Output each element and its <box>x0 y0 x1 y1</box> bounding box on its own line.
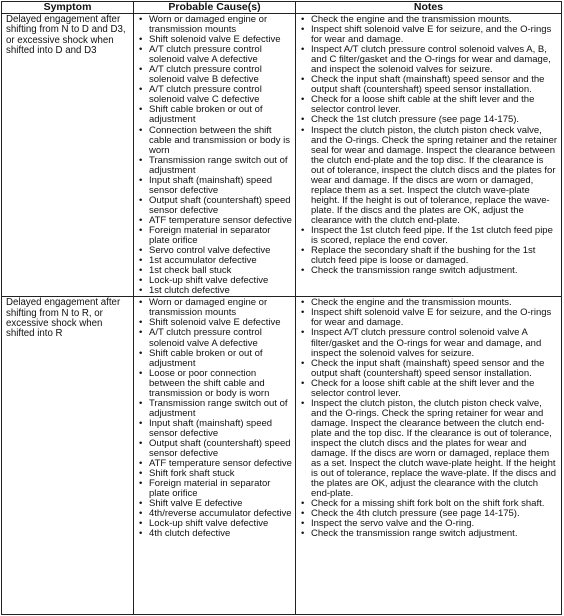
probable-cause-item: • Servo control valve defective <box>138 246 292 256</box>
probable-cause-item: • Shift fork shaft stuck <box>138 469 292 479</box>
probable-cause-cell <box>134 14 296 297</box>
probable-cause-list <box>138 15 292 296</box>
note-item: • Check for a missing shift fork bolt on the shift fork shaft. <box>300 499 558 509</box>
probable-cause-item: • Input shaft (mainshaft) speed sensor defective <box>138 176 292 196</box>
probable-cause-item: • A/T clutch pressure control solenoid valve B defective <box>138 65 292 85</box>
probable-cause-item: • Worn or damaged engine or transmission mounts <box>138 15 292 35</box>
probable-cause-item: • Transmission range switch out of adjustment <box>138 156 292 176</box>
probable-cause-item: • ATF temperature sensor defective <box>138 216 292 226</box>
probable-cause-item: • Input shaft (mainshaft) speed sensor defective <box>138 419 292 439</box>
note-item: • Check the transmission range switch adjustment. <box>300 529 558 539</box>
probable-cause-item: • Lock-up shift valve defective <box>138 276 292 286</box>
note-item: • Check the 1st clutch pressure (see page 14-175). <box>300 115 558 125</box>
header-row <box>2 2 562 14</box>
note-item: • Check the 4th clutch pressure (see page 14-175). <box>300 509 558 519</box>
probable-cause-item: • Shift valve E defective <box>138 499 292 509</box>
note-cell <box>296 14 562 297</box>
probable-cause-item: • ATF temperature sensor defective <box>138 459 292 469</box>
note-cell <box>296 297 562 615</box>
probable-cause-item: • Shift solenoid valve E defective <box>138 318 292 328</box>
note-item: • Inspect shift solenoid valve E for seizure, and the O-rings for wear and damage. <box>300 25 558 45</box>
note-item: • Check the transmission range switch adjustment. <box>300 266 558 276</box>
note-item: • Inspect the 1st clutch feed pipe. If the 1st clutch feed pipe is scored, replace the end cover. <box>300 226 558 246</box>
probable-cause-item: • 1st check ball stuck <box>138 266 292 276</box>
probable-cause-item: • Output shaft (countershaft) speed sensor defective <box>138 196 292 216</box>
probable-cause-item: • Foreign material in separator plate orifice <box>138 479 292 499</box>
probable-cause-item: • 4th clutch defective <box>138 529 292 539</box>
note-item: • Replace the secondary shaft if the bushing for the 1st clutch feed pipe is loose or damaged. <box>300 246 558 266</box>
probable-cause-item: • A/T clutch pressure control solenoid valve C defective <box>138 85 292 105</box>
note-item: • Inspect shift solenoid valve E for seizure, and the O-rings for wear and damage. <box>300 308 558 328</box>
probable-cause-item: • Lock-up shift valve defective <box>138 519 292 529</box>
probable-cause-item: • Transmission range switch out of adjustment <box>138 399 292 419</box>
note-list <box>300 298 558 539</box>
probable-cause-item: • 4th/reverse accumulator defective <box>138 509 292 519</box>
note-item: • Check the input shaft (mainshaft) speed sensor and the output shaft (countershaft) speed sensor installation. <box>300 359 558 379</box>
note-item: • Check for a loose shift cable at the shift lever and the selector control lever. <box>300 95 558 115</box>
probable-cause-item: • Shift cable broken or out of adjustment <box>138 105 292 125</box>
probable-cause-item: • Foreign material in separator plate orifice <box>138 226 292 246</box>
probable-cause-item: • Worn or damaged engine or transmission mounts <box>138 298 292 318</box>
header-symptom: Symptom <box>2 2 134 14</box>
header-probable-causes: Probable Cause(s) <box>134 2 296 14</box>
header-notes: Notes <box>296 2 562 14</box>
note-item: • Check the engine and the transmission mounts. <box>300 15 558 25</box>
note-item: • Inspect the clutch piston, the clutch piston check valve, and the O-rings. Check the spring retainer and the retainer seal for wear and damage. Inspect the clearance between the clutch end-plate and the top disc. If the clearance is out of tolerance, inspect the clutch discs and the plates for wear and damage. If the discs are worn or damaged, replace them as a set. Inspect the clutch wave-plate height. If the height is out of tolerance, replace the wave-plate. If the discs and the plates are OK, adjust the clearance with the clutch end-plate. <box>300 126 558 226</box>
symptom-cell: Delayed engagement after shifting from N to D and D3, or excessive shock when shifted into D and D3 <box>2 14 134 297</box>
note-item: • Inspect A/T clutch pressure control solenoid valve A filter/gasket and the O-rings for wear and damage, and inspect the solenoid valves for seizure. <box>300 328 558 358</box>
note-item: • Check for a loose shift cable at the shift lever and the selector control lever. <box>300 379 558 399</box>
probable-cause-item: • A/T clutch pressure control solenoid valve A defective <box>138 328 292 348</box>
probable-cause-cell <box>134 297 296 615</box>
probable-cause-item: • Loose or poor connection between the shift cable and transmission or body is worn <box>138 369 292 399</box>
probable-cause-item: • Connection between the shift cable and transmission or body is worn <box>138 126 292 156</box>
probable-cause-item: • 1st accumulator defective <box>138 256 292 266</box>
symptom-cell: Delayed engagement after shifting from N to R, or excessive shock when shifted into R <box>2 297 134 615</box>
probable-cause-item: • Shift solenoid valve E defective <box>138 35 292 45</box>
note-list <box>300 15 558 276</box>
probable-cause-item: • A/T clutch pressure control solenoid valve A defective <box>138 45 292 65</box>
table-row <box>2 14 562 297</box>
troubleshooting-table <box>1 1 562 615</box>
probable-cause-item: • Output shaft (countershaft) speed sensor defective <box>138 439 292 459</box>
note-item: • Check the input shaft (mainshaft) speed sensor and the output shaft (countershaft) speed sensor installation. <box>300 75 558 95</box>
note-item: • Inspect the servo valve and the O-ring. <box>300 519 558 529</box>
probable-cause-item: • Shift cable broken or out of adjustment <box>138 349 292 369</box>
probable-cause-list <box>138 298 292 539</box>
note-item: • Inspect the clutch piston, the clutch piston check valve, and the O-rings. Check the spring retainer for wear and damage. Inspect the clearance between the clutch end-plate and the top disc. If the clearance is out of tolerance, inspect the clutch discs and the plates for wear and damage. If the discs are worn or damaged, replace them as a set. Inspect the clutch wave-plate height. If the height is out of tolerance, replace the wave-plate. If the discs and the plates are OK, adjust the clearance with the clutch end-plate. <box>300 399 558 499</box>
note-item: • Check the engine and the transmission mounts. <box>300 298 558 308</box>
table-row <box>2 297 562 615</box>
note-item: • Inspect A/T clutch pressure control solenoid valves A, B, and C filter/gasket and the O-rings for wear and damage, and inspect the solenoid valves for seizure. <box>300 45 558 75</box>
probable-cause-item: • 1st clutch defective <box>138 286 292 296</box>
